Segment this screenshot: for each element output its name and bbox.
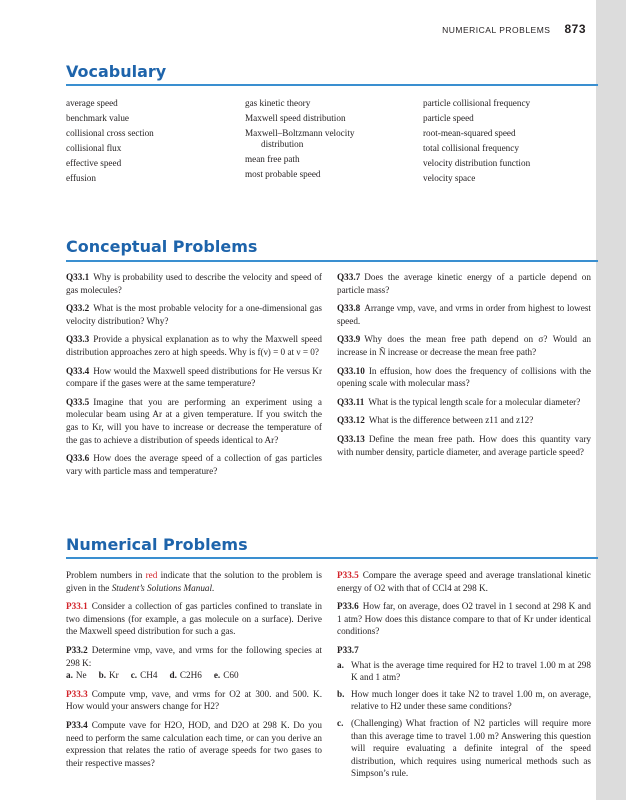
problem-p33-6: P33.6 How far, on average, does O2 travel in 1 second at 298 K and 1 atm? How does this distance compare to that of Kr under identical conditions? (337, 601, 591, 637)
problem-p33-5: P33.5 Compare the average speed and average translational kinetic energy of O2 with that of CCl4 at 298 K. (337, 570, 591, 593)
problem-q33-7: Q33.7 Does the average kinetic energy of a particle depend on particle mass? (337, 272, 591, 295)
problem-q33-3: Q33.3 Provide a physical explanation as to why the Maxwell speed distribution approaches zero at high speeds. Why is f(ν) = 0 at ν = 0? (66, 334, 322, 357)
vocab-term: most probable speed (245, 169, 321, 180)
problem-q33-9: Q33.9 Why does the mean free path depend on σ? Would an increase in Ñ increase or decrease the mean free path? (337, 334, 591, 357)
problem-p33-4: P33.4 Compute νave for H2O, HOD, and D2O at 298 K. Do you need to perform the same calculation each time, or can you derive an expression that relates the ratio of average speeds for two gases to their respective masses? (66, 719, 322, 768)
species-item: e. C60 (213, 670, 239, 681)
vocab-term: velocity distribution function (423, 158, 531, 169)
problem-p33-1: P33.1 Consider a collection of gas particles confined to translate in two dimensions (for example, a gas molecule on a surface). Derive the Maxwell speed distribution for such a gas. (66, 601, 322, 637)
numerical-right-column (337, 569, 591, 786)
problem-p33-2: P33.2 Determine νmp, νave, and νrms for the following species at 298 K: a. Ne b. Kr c. CH4 d. C2H6 e. C60 (66, 644, 322, 681)
vocab-term-continued: distribution (261, 139, 304, 150)
problem-q33-6: Q33.6 How does the average speed of a collection of gas particles vary with particle mass and temperature? (66, 453, 322, 476)
problem-q33-10: Q33.10 In effusion, how does the frequency of collisions with the opening scale with molecular mass? (337, 365, 591, 389)
species-item: a. Ne (66, 670, 87, 681)
conceptual-title: Conceptual Problems (66, 237, 258, 256)
problem-p33-3: P33.3 Compute νmp, νave, and νrms for O2 at 300. and 500. K. How would your answers change for H2? (66, 688, 322, 712)
vocabulary-rule (66, 84, 598, 86)
conceptual-rule (66, 260, 598, 262)
problem-q33-11: Q33.11 What is the typical length scale for a molecular diameter? (337, 396, 581, 407)
problem-q33-2: Q33.2 What is the most probable velocity for a one-dimensional gas velocity distribution? Why? (66, 303, 322, 326)
vocab-term: Maxwell speed distribution (245, 112, 346, 123)
conceptual-right-column (337, 271, 591, 464)
vocab-term: root-mean-squared speed (423, 128, 516, 139)
problem-p33-7: P33.7 a. What is the average time required for H2 to travel 1.00 m at 298 K and 1 atm? b. How much longer does it take N2 to travel 1.00 m, on average, relative to H2 under these same conditions? c. (Challenging) What fraction of N2 particles will require more than this average time to travel 1.00 m? Answering this question will require evaluating a definite integral of the speed distribution, which requires using numerical methods such as Simpson’s rule. (337, 644, 591, 779)
conceptual-left-column (66, 271, 322, 483)
vocab-term: collisional cross section (66, 128, 154, 139)
vocab-term: mean free path (245, 154, 300, 165)
vocab-term: effusion (66, 173, 96, 184)
vocab-term: Maxwell–Boltzmann velocity (245, 127, 355, 138)
vocab-column-1 (66, 96, 154, 187)
vocab-column-2 (245, 96, 354, 182)
problem-q33-12: Q33.12 What is the difference between z11 and z12? (337, 415, 534, 426)
numerical-rule (66, 557, 598, 559)
vocab-term: benchmark value (66, 113, 130, 124)
numerical-left-column (66, 569, 322, 775)
vocab-term: gas kinetic theory (245, 98, 311, 108)
p33-7-parts (337, 659, 591, 780)
problem-q33-4: Q33.4 How would the Maxwell speed distributions for He versus Kr compare if the gases were at the same temperature? (66, 365, 322, 389)
sub-question: a. What is the average time required for H2 to travel 1.00 m at 298 K and 1 atm? (337, 659, 591, 683)
page-number: 873 (564, 22, 586, 36)
sub-question: b. How much longer does it take N2 to travel 1.00 m, on average, relative to H2 under these same conditions? (337, 688, 591, 712)
problem-q33-1: Q33.1 Why is probability used to describe the velocity and speed of gas molecules? (66, 272, 322, 295)
sub-question: c. (Challenging) What fraction of N2 particles will require more than this average time to travel 1.00 m? Answering this question will require evaluating a definite integral of the speed distribution, which requires using numerical methods such as Simpson’s rule. (337, 717, 591, 779)
vocab-term: total collisional frequency (423, 143, 519, 154)
species-item: b. Kr (98, 670, 119, 681)
running-header (442, 22, 586, 36)
vocab-term: collisional flux (66, 143, 122, 154)
problem-q33-13: Q33.13 Define the mean free path. How does this quantity vary with number density, particle diameter, and average particle speed? (337, 433, 591, 457)
vocabulary-title: Vocabulary (66, 62, 167, 81)
vocab-term: average speed (66, 98, 118, 108)
numerical-intro: Problem numbers in red indicate that the solution to the problem is given in the Student’s Solutions Manual. (66, 570, 323, 593)
problem-q33-5: Q33.5 Imagine that you are performing an experiment using a molecular beam using Ar at a given temperature. If you switch the gas to Kr, will you have to increase or decrease the temperature of the gas to achieve a distribution of speeds identical to Ar? (66, 396, 322, 445)
numerical-title: Numerical Problems (66, 535, 248, 554)
running-title: NUMERICAL PROBLEMS (442, 25, 551, 35)
vocab-term: particle collisional frequency (423, 98, 531, 108)
species-item: d. C2H6 (169, 670, 202, 681)
species-item: c. CH4 (130, 670, 158, 681)
vocab-column-3 (423, 96, 530, 187)
vocab-term: effective speed (66, 158, 122, 169)
problem-q33-8: Q33.8 Arrange νmp, νave, and νrms in order from highest to lowest speed. (337, 303, 591, 326)
vocab-term: particle speed (423, 113, 474, 124)
page-side-tab (596, 0, 626, 800)
vocab-term: velocity space (423, 173, 476, 184)
species-list (66, 669, 322, 682)
